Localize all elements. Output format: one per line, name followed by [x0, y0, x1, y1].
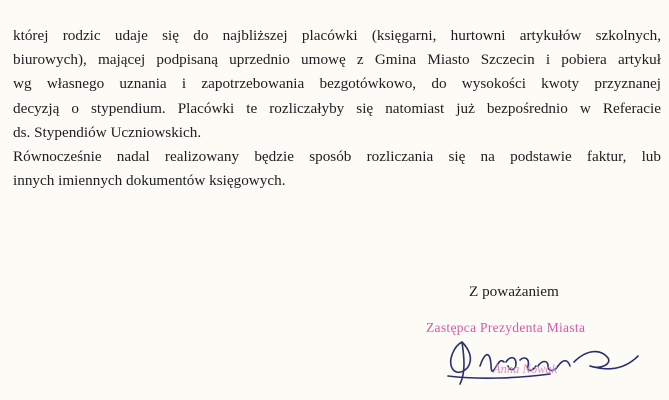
stamp-title: Zastępca Prezydenta Miasta [426, 320, 586, 335]
body-line-7: innych imiennych dokumentów księgowych. [13, 172, 286, 190]
stamp-name: Anna Nowak [493, 362, 558, 376]
body-line-2: biurowych), mającej podpisaną uprzednio umowę z Gmina Miasto Szczecin i pobiera artykuł [13, 51, 661, 69]
body-line-4: decyzją o stypendium. Placówki te rozliczałyby się natomiast już bezpośrednio w Referacie [13, 99, 661, 117]
body-line-1: której rodzic udaje się do najbliższej placówki (księgarni, hurtowni artykułów szkolnych, [13, 27, 661, 44]
body-line-5: ds. Stypendiów Uczniowskich. [13, 123, 202, 141]
letter-body [13, 24, 661, 193]
body-line-3: wg własnego uznania i zapotrzebowania bezgotówkowo, do wysokości kwoty przyznanej [13, 75, 661, 93]
closing-salutation: Z poważaniem [469, 283, 559, 300]
body-line-6: Równocześnie nadal realizowany będzie sposób rozliczania się na podstawie faktur, lub [13, 148, 661, 166]
